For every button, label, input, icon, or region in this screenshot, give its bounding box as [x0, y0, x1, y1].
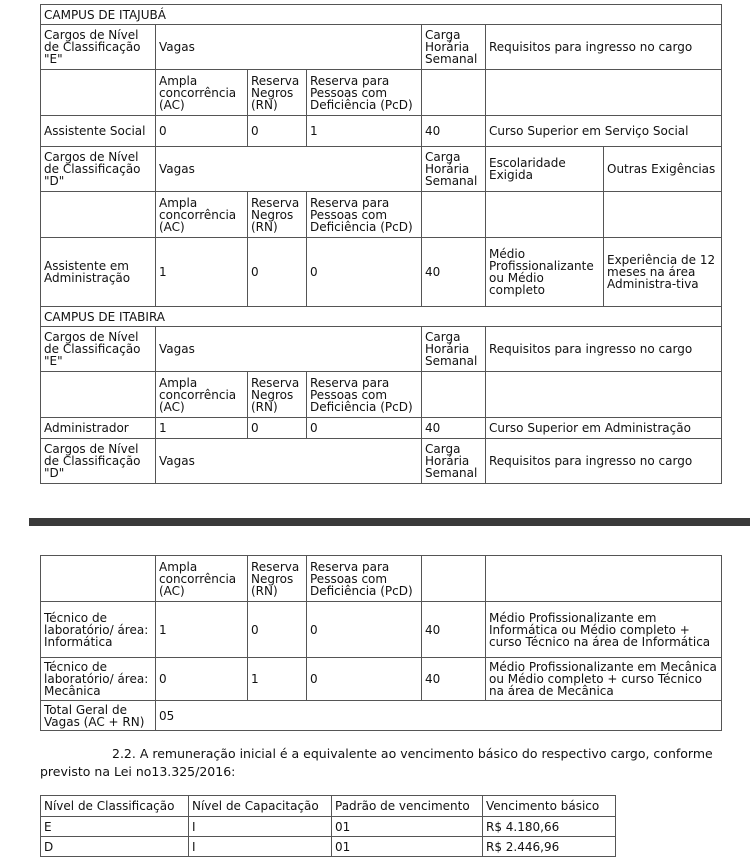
salary-cell: I: [189, 817, 332, 837]
carga-horaria: 40: [422, 658, 486, 701]
salary-cell: R$ 4.180,66: [483, 817, 616, 837]
salary-cell: E: [41, 817, 189, 837]
header-cargo: Cargos de Nível de Classificação "E": [41, 327, 156, 372]
vagas-pcd: 0: [307, 418, 422, 439]
empty-cell: [422, 192, 486, 238]
header-vagas: Vagas: [156, 439, 422, 484]
vacancies-table-continued: [40, 555, 722, 731]
vagas-rn: 1: [248, 658, 307, 701]
vacancies-table: [40, 4, 722, 484]
salary-header: Padrão de vencimento: [332, 796, 483, 817]
cargo-name: Administrador: [41, 418, 156, 439]
carga-horaria: 40: [422, 602, 486, 658]
salary-header: Vencimento básico: [483, 796, 616, 817]
vagas-ac: 0: [156, 116, 248, 147]
vagas-ac: 1: [156, 418, 248, 439]
vagas-pcd: 1: [307, 116, 422, 147]
vagas-rn: 0: [248, 238, 307, 307]
header-requisitos: Requisitos para ingresso no cargo: [486, 439, 722, 484]
cargo-name: Assistente Social: [41, 116, 156, 147]
header-vagas: Vagas: [156, 25, 422, 70]
subheader-rn: Reserva Negros (RN): [248, 556, 307, 602]
empty-cell: [41, 372, 156, 418]
subheader-ac: Ampla concorrência (AC): [156, 372, 248, 418]
outras-exigencias: Experiência de 12 meses na área Administra-tiva: [604, 238, 722, 307]
empty-cell: [486, 556, 722, 602]
subheader-pcd: Reserva para Pessoas com Deficiência (PcD): [307, 556, 422, 602]
vagas-ac: 0: [156, 658, 248, 701]
subheader-rn: Reserva Negros (RN): [248, 372, 307, 418]
empty-cell: [422, 372, 486, 418]
empty-cell: [604, 192, 722, 238]
header-vagas: Vagas: [156, 327, 422, 372]
requisitos: Curso Superior em Serviço Social: [486, 116, 722, 147]
empty-cell: [41, 70, 156, 116]
subheader-pcd: Reserva para Pessoas com Deficiência (PcD): [307, 192, 422, 238]
vagas-pcd: 0: [307, 238, 422, 307]
salary-cell: R$ 2.446,96: [483, 837, 616, 857]
campus-title: CAMPUS DE ITABIRA: [41, 307, 722, 327]
subheader-ac: Ampla concorrência (AC): [156, 192, 248, 238]
empty-cell: [422, 556, 486, 602]
vagas-rn: 0: [248, 602, 307, 658]
vagas-pcd: 0: [307, 658, 422, 701]
vagas-rn: 0: [248, 116, 307, 147]
cargo-name: Assistente em Administração: [41, 238, 156, 307]
subheader-ac: Ampla concorrência (AC): [156, 70, 248, 116]
header-carga: Carga Horária Semanal: [422, 25, 486, 70]
header-requisitos: Requisitos para ingresso no cargo: [486, 327, 722, 372]
salary-cell: 01: [332, 837, 483, 857]
cargo-name: Técnico de laboratório/ área: Mecânica: [41, 658, 156, 701]
vagas-ac: 1: [156, 238, 248, 307]
header-vagas: Vagas: [156, 147, 422, 192]
subheader-pcd: Reserva para Pessoas com Deficiência (PcD): [307, 372, 422, 418]
salary-header: Nível de Capacitação: [189, 796, 332, 817]
page-break: [29, 518, 750, 526]
salary-cell: 01: [332, 817, 483, 837]
header-carga: Carga Horária Semanal: [422, 327, 486, 372]
vagas-ac: 1: [156, 602, 248, 658]
header-requisitos: Requisitos para ingresso no cargo: [486, 25, 722, 70]
header-cargo: Cargos de Nível de Classificação "D": [41, 147, 156, 192]
subheader-pcd: Reserva para Pessoas com Deficiência (PcD): [307, 70, 422, 116]
total-label: Total Geral de Vagas (AC + RN): [41, 701, 156, 731]
empty-cell: [486, 192, 604, 238]
campus-title: CAMPUS DE ITAJUBÁ: [41, 5, 722, 25]
requisitos: Médio Profissionalizante em Mecânica ou Médio completo + curso Técnico na área de Mecânica: [486, 658, 722, 701]
carga-horaria: 40: [422, 116, 486, 147]
subheader-ac: Ampla concorrência (AC): [156, 556, 248, 602]
requisitos: Médio Profissionalizante em Informática ou Médio completo + curso Técnico na área de Informática: [486, 602, 722, 658]
paragraph-line: previsto na Lei no13.325/2016:: [40, 764, 236, 779]
empty-cell: [486, 70, 722, 116]
total-value: 05: [156, 701, 722, 731]
salary-table: [40, 795, 616, 857]
subheader-rn: Reserva Negros (RN): [248, 70, 307, 116]
header-cargo: Cargos de Nível de Classificação "E": [41, 25, 156, 70]
escolaridade: Médio Profissionalizante ou Médio completo: [486, 238, 604, 307]
vagas-rn: 0: [248, 418, 307, 439]
header-escolaridade: Escolaridade Exigida: [486, 147, 604, 192]
vagas-pcd: 0: [307, 602, 422, 658]
header-cargo: Cargos de Nível de Classificação "D": [41, 439, 156, 484]
empty-cell: [41, 556, 156, 602]
requisitos: Curso Superior em Administração: [486, 418, 722, 439]
subheader-rn: Reserva Negros (RN): [248, 192, 307, 238]
header-carga: Carga Horária Semanal: [422, 147, 486, 192]
salary-cell: I: [189, 837, 332, 857]
remuneration-paragraph: [40, 745, 730, 781]
cargo-name: Técnico de laboratório/ área: Informática: [41, 602, 156, 658]
salary-header: Nível de Classificação: [41, 796, 189, 817]
carga-horaria: 40: [422, 238, 486, 307]
empty-cell: [486, 372, 722, 418]
header-outras: Outras Exigências: [604, 147, 722, 192]
empty-cell: [422, 70, 486, 116]
carga-horaria: 40: [422, 418, 486, 439]
paragraph-line: 2.2. A remuneração inicial é a equivalente ao vencimento básico do respectivo cargo, conforme: [112, 746, 713, 761]
empty-cell: [41, 192, 156, 238]
salary-cell: D: [41, 837, 189, 857]
header-carga: Carga Horária Semanal: [422, 439, 486, 484]
